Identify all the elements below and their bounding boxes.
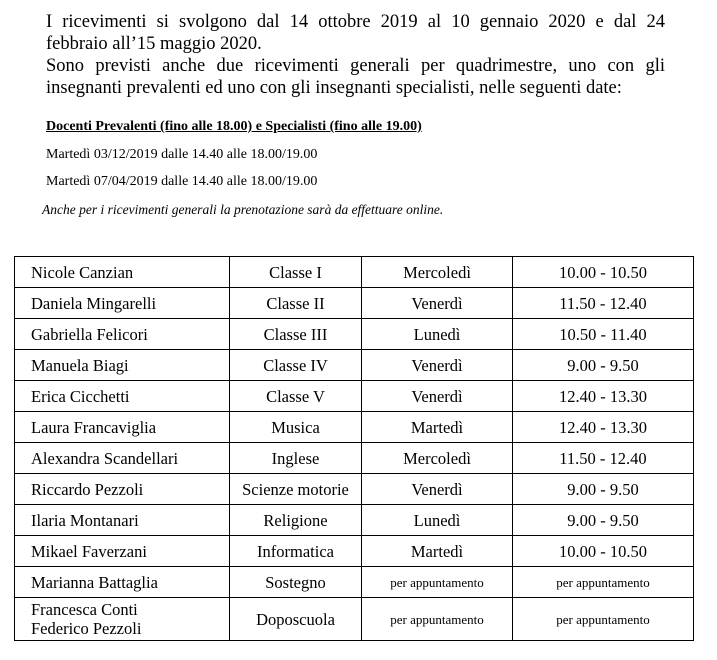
time-cell: 11.50 - 12.40 [513, 443, 694, 474]
table-row [15, 412, 694, 443]
intro-line-4: insegnanti prevalenti ed uno con gli insegnanti specialisti, nelle seguenti date: [46, 78, 622, 98]
teacher-name: Francesca Conti [31, 600, 138, 619]
day-cell: Venerdì [362, 474, 513, 505]
class-cell: Religione [230, 505, 362, 536]
class-cell: Musica [230, 412, 362, 443]
time-cell: 11.50 - 12.40 [513, 288, 694, 319]
day-cell: per appuntamento [362, 567, 513, 598]
schedule-table [14, 256, 694, 641]
time-cell: per appuntamento [513, 567, 694, 598]
table-row [15, 536, 694, 567]
class-cell: Classe IV [230, 350, 362, 381]
day-cell: Mercoledì [362, 257, 513, 288]
general-meeting-date-1: Martedì 03/12/2019 dalle 14.40 alle 18.00/19.00 [46, 147, 318, 162]
table-row [15, 598, 694, 641]
table-row [15, 288, 694, 319]
class-cell: Sostegno [230, 567, 362, 598]
day-cell: Venerdì [362, 288, 513, 319]
class-cell: Classe I [230, 257, 362, 288]
day-cell: Lunedì [362, 319, 513, 350]
table-row [15, 567, 694, 598]
day-cell: Martedì [362, 412, 513, 443]
table-row [15, 505, 694, 536]
time-cell: per appuntamento [513, 598, 694, 641]
teacher-name-cell: Nicole Canzian [15, 257, 230, 288]
time-cell: 12.40 - 13.30 [513, 412, 694, 443]
table-row [15, 381, 694, 412]
class-cell: Classe II [230, 288, 362, 319]
table-row [15, 350, 694, 381]
intro-line-3: Sono previsti anche due ricevimenti generali per quadrimestre, uno con gli [46, 56, 665, 76]
teacher-name-cell: Riccardo Pezzoli [15, 474, 230, 505]
day-cell: Mercoledì [362, 443, 513, 474]
time-cell: 9.00 - 9.50 [513, 505, 694, 536]
table-row [15, 474, 694, 505]
table-row [15, 319, 694, 350]
time-cell: 12.40 - 13.30 [513, 381, 694, 412]
class-cell: Scienze motorie [230, 474, 362, 505]
class-cell: Classe III [230, 319, 362, 350]
day-cell: Venerdì [362, 350, 513, 381]
time-cell: 10.00 - 10.50 [513, 536, 694, 567]
teacher-name-cell: Mikael Faverzani [15, 536, 230, 567]
teacher-name-cell: Ilaria Montanari [15, 505, 230, 536]
class-cell: Doposcuola [230, 598, 362, 641]
teacher-names-cell [15, 598, 230, 641]
general-meeting-date-2: Martedì 07/04/2019 dalle 14.40 alle 18.00/19.00 [46, 174, 318, 189]
table-row [15, 443, 694, 474]
time-cell: 9.00 - 9.50 [513, 474, 694, 505]
intro-line-1: I ricevimenti si svolgono dal 14 ottobre 2019 al 10 gennaio 2020 e dal 24 [46, 12, 665, 32]
intro-line-2: febbraio all’15 maggio 2020. [46, 34, 262, 54]
teacher-name-cell: Daniela Mingarelli [15, 288, 230, 319]
day-cell: per appuntamento [362, 598, 513, 641]
teacher-name-cell: Marianna Battaglia [15, 567, 230, 598]
teacher-name-cell: Gabriella Felicori [15, 319, 230, 350]
schedule-table-body [15, 257, 694, 641]
table-row [15, 257, 694, 288]
intro-paragraph [46, 11, 665, 99]
teacher-name-cell: Manuela Biagi [15, 350, 230, 381]
teacher-name-cell: Erica Cicchetti [15, 381, 230, 412]
class-cell: Inglese [230, 443, 362, 474]
day-cell: Venerdì [362, 381, 513, 412]
day-cell: Lunedì [362, 505, 513, 536]
teacher-name-cell: Alexandra Scandellari [15, 443, 230, 474]
time-cell: 9.00 - 9.50 [513, 350, 694, 381]
booking-note: Anche per i ricevimenti generali la prenotazione sarà da effettuare online. [42, 202, 444, 217]
time-cell: 10.00 - 10.50 [513, 257, 694, 288]
class-cell: Informatica [230, 536, 362, 567]
general-meetings-heading: Docenti Prevalenti (fino alle 18.00) e Specialisti (fino alle 19.00) [46, 119, 422, 134]
class-cell: Classe V [230, 381, 362, 412]
day-cell: Martedì [362, 536, 513, 567]
teacher-name: Federico Pezzoli [31, 619, 142, 638]
time-cell: 10.50 - 11.40 [513, 319, 694, 350]
teacher-name-cell: Laura Francaviglia [15, 412, 230, 443]
